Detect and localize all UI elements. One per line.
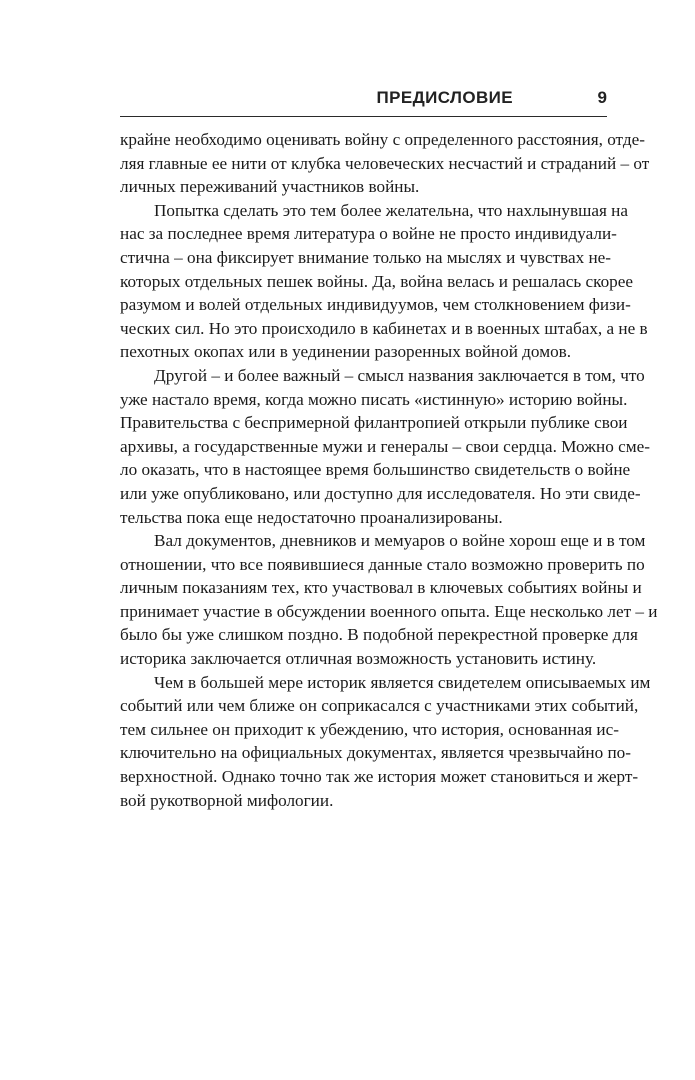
text-line: тельства пока еще недостаточно проанализированы. bbox=[120, 507, 503, 527]
text-line: личных переживаний участников войны. bbox=[120, 177, 420, 197]
text-line: нас за последнее время литература о войне не просто индивидуали- bbox=[120, 224, 617, 244]
paragraph bbox=[120, 128, 650, 199]
text-line: крайне необходимо оценивать войну с определенного расстояния, отде- bbox=[120, 130, 645, 149]
text-line: принимает участие в обсуждении военного опыта. Еще несколько лет – и bbox=[120, 601, 658, 621]
text-line: или уже опубликовано, или доступно для исследователя. Но эти свиде- bbox=[120, 483, 641, 503]
text-line: верхностной. Однако точно так же история может становиться и жерт- bbox=[120, 767, 639, 787]
body-text bbox=[120, 128, 658, 812]
text-line: отношении, что все появившиеся данные стало возможно проверить по bbox=[120, 554, 645, 574]
text-line: стична – она фиксирует внимание только на мыслях и чувствах не- bbox=[120, 247, 612, 267]
header-rule bbox=[120, 116, 607, 117]
text-line: Вал документов, дневников и мемуаров о войне хорош еще и в том bbox=[154, 531, 646, 551]
text-line: ключительно на официальных документах, является чрезвычайно по- bbox=[120, 743, 631, 763]
text-line: которых отдельных пешек войны. Да, война велась и решалась скорее bbox=[120, 271, 634, 291]
text-line: разумом и волей отдельных индивидуумов, чем столкновением физи- bbox=[120, 295, 631, 315]
text-line: уже настало время, когда можно писать «истинную» историю войны. bbox=[120, 389, 628, 409]
text-line: Чем в большей мере историк является свидетелем описываемых им bbox=[154, 672, 651, 692]
paragraph bbox=[120, 671, 651, 813]
paragraph bbox=[120, 529, 658, 671]
text-line: было бы уже слишком поздно. В подобной перекрестной проверке для bbox=[120, 625, 638, 645]
text-line: Попытка сделать это тем более желательна, что нахлынувшая на bbox=[154, 200, 628, 220]
text-line: ляя главные ее нити от клубка человеческих несчастий и страданий – от bbox=[120, 153, 650, 173]
text-line: вой рукотворной мифологии. bbox=[120, 790, 334, 810]
text-line: пехотных окопах или в уединении разоренных войной домов. bbox=[120, 342, 572, 362]
text-line: тем сильнее он приходит к убеждению, что история, основанная ис- bbox=[120, 719, 619, 739]
text-line: Правительства с беспримерной филантропией открыли публике свои bbox=[120, 413, 628, 433]
text-line: ческих сил. Но это происходило в кабинетах и в военных штабах, а не в bbox=[120, 318, 648, 338]
paragraph bbox=[120, 364, 650, 529]
text-line: архивы, а государственные мужи и генералы – свои сердца. Можно сме- bbox=[120, 436, 650, 456]
page-number: 9 bbox=[597, 88, 607, 107]
text-line: Другой – и более важный – смысл названия заключается в том, что bbox=[154, 365, 645, 385]
paragraph bbox=[120, 199, 648, 364]
text-line: личным показаниям тех, кто участвовал в ключевых событиях войны и bbox=[120, 578, 642, 598]
running-head-title: ПРЕДИСЛОВИЕ bbox=[376, 88, 513, 107]
running-head bbox=[120, 86, 607, 110]
text-line: ло оказать, что в настоящее время большинство свидетельств о войне bbox=[120, 460, 631, 480]
text-line: событий или чем ближе он соприкасался с участниками этих событий, bbox=[120, 696, 639, 716]
text-line: историка заключается отличная возможность установить истину. bbox=[120, 649, 597, 669]
